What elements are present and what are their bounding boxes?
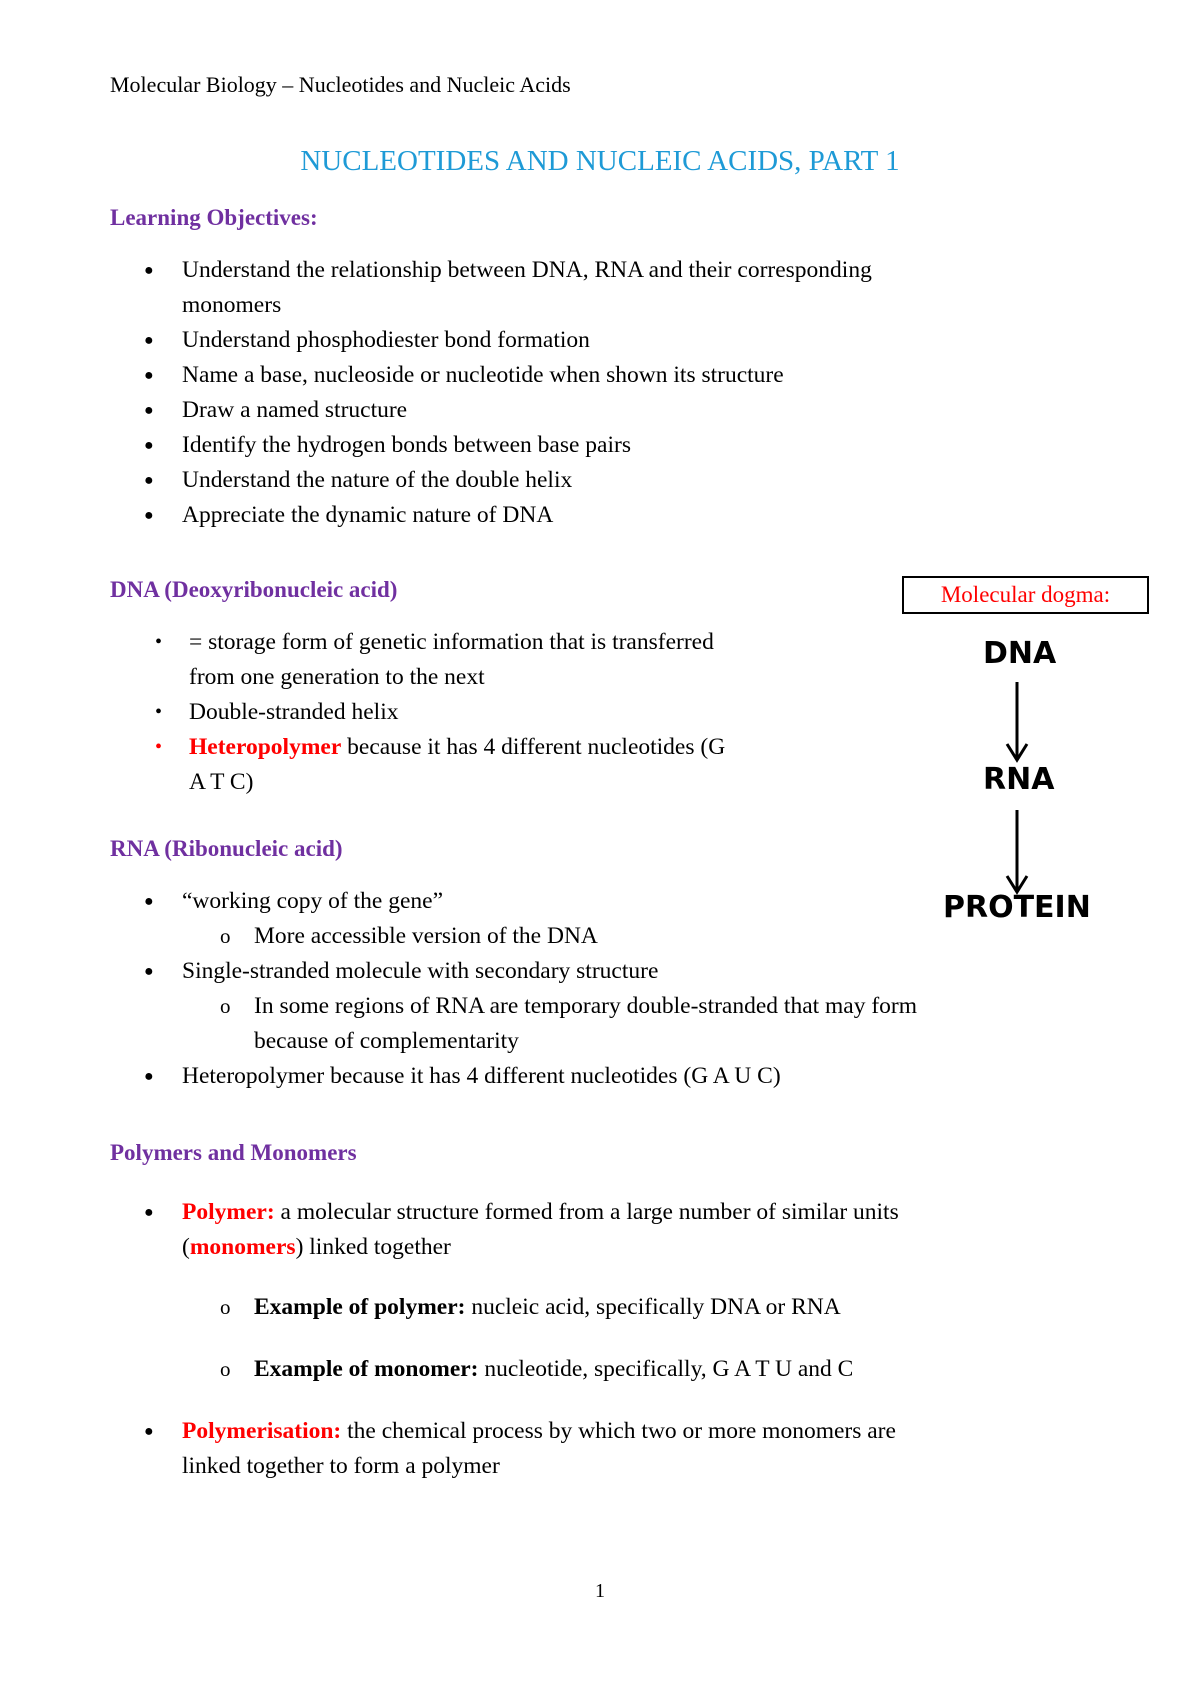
down-arrow-icon xyxy=(1002,808,1032,896)
example-polymer: o Example of polymer: nucleic acid, specifically DNA or RNA xyxy=(220,1294,841,1320)
objective-item: ● Understand the relationship between DNA, RNA and their corresponding xyxy=(144,257,872,283)
objectives-heading: Learning Objectives: xyxy=(110,205,318,230)
rna-item: ● Single-stranded molecule with secondary structure xyxy=(144,958,659,984)
rna-subitem-continuation: because of complementarity xyxy=(254,1028,519,1054)
polymerisation-definition: ● Polymerisation: the chemical process by which two or more monomers are linked together to form a polymer xyxy=(144,1418,896,1479)
dogma-step-protein: PROTEIN xyxy=(943,890,1091,925)
dna-item: • = storage form of genetic information that is transferred xyxy=(155,629,714,655)
polymers-heading: Polymers and Monomers xyxy=(110,1140,357,1165)
dna-heading: DNA (Deoxyribonucleic acid) xyxy=(110,577,398,602)
rna-heading: RNA (Ribonucleic acid) xyxy=(110,836,343,861)
rna-subitem: o In some regions of RNA are temporary double-stranded that may form xyxy=(220,993,918,1019)
page-number: 1 xyxy=(595,1580,605,1602)
rna-subitem: o More accessible version of the DNA xyxy=(220,923,598,949)
dna-list xyxy=(155,625,726,800)
example-monomer: o Example of monomer: nucleotide, specifically, G A T U and C xyxy=(220,1356,854,1382)
rna-item: ● “working copy of the gene” xyxy=(144,888,444,914)
objective-item-continuation: monomers xyxy=(182,292,282,318)
dna-item: • Heteropolymer because it has 4 different nucleotides (G xyxy=(155,734,726,760)
monomers-term: monomers xyxy=(189,1234,296,1260)
polymer-term: Polymer: xyxy=(182,1199,275,1225)
dogma-step-dna: DNA xyxy=(983,636,1057,671)
dna-item-continuation: from one generation to the next xyxy=(189,664,485,690)
polymerisation-term: Polymerisation: xyxy=(182,1418,342,1444)
running-header: Molecular Biology – Nucleotides and Nucleic Acids xyxy=(110,72,571,97)
objective-item: ● Name a base, nucleoside or nucleotide when shown its structure xyxy=(144,362,784,388)
rna-item: ● Heteropolymer because it has 4 different nucleotides (G A U C) xyxy=(144,1063,781,1089)
dna-item-continuation: A T C) xyxy=(189,769,254,795)
objectives-list xyxy=(144,253,872,533)
objective-item: ● Understand phosphodiester bond formation xyxy=(144,327,590,353)
objective-item: ● Draw a named structure xyxy=(144,397,408,423)
down-arrow-icon xyxy=(1002,680,1032,765)
objective-item: ● Understand the nature of the double helix xyxy=(144,467,573,493)
objective-item: ● Identify the hydrogen bonds between base pairs xyxy=(144,432,631,458)
dogma-step-rna: RNA xyxy=(983,762,1055,797)
heteropolymer-term: Heteropolymer xyxy=(189,734,342,760)
objective-item: ● Appreciate the dynamic nature of DNA xyxy=(144,502,554,528)
polymer-definition: ● Polymer: a molecular structure formed from a large number of similar units (monomers) linked together xyxy=(144,1199,899,1260)
rna-list xyxy=(144,884,918,1094)
document-title: NUCLEOTIDES AND NUCLEIC ACIDS, PART 1 xyxy=(300,145,900,177)
molecular-dogma-label: Molecular dogma: xyxy=(902,576,1149,614)
dna-item: • Double-stranded helix xyxy=(155,699,399,725)
